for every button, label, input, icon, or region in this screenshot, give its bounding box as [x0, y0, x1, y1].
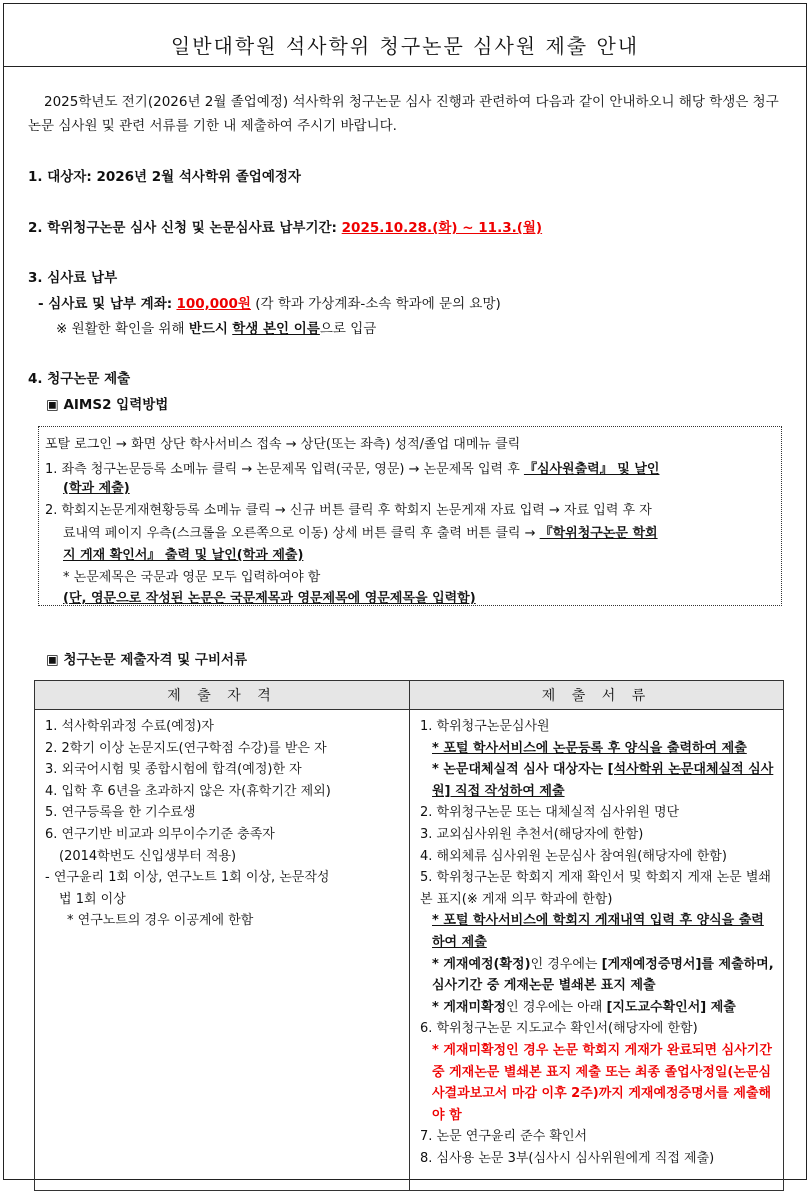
- section-2-label: 2. 학위청구논문 심사 신청 및 논문심사료 납부기간:: [28, 220, 337, 236]
- requirements-table: [34, 680, 784, 1191]
- doc-item: 3. 교외심사위원 추천서(해당자에 한함): [420, 826, 644, 842]
- page-title: 일반대학원 석사학위 청구논문 심사원 제출 안내: [170, 34, 640, 58]
- section-2-period: [28, 216, 542, 236]
- qual-item: 법 1회 이상: [59, 891, 126, 907]
- doc-item: 1. 학위청구논문심사원: [420, 719, 550, 734]
- section-3-heading: 3. 심사료 납부: [28, 270, 118, 286]
- fee-amount: 100,000원: [176, 296, 251, 312]
- deposit-note: [56, 317, 376, 337]
- doc-sub-item-b: [석사학위 논문대체실적 심사원] 직접 작성하여 제출: [432, 762, 774, 799]
- documents-cell: [410, 710, 784, 1191]
- box-line-1c: (학과 제출): [63, 481, 130, 496]
- deposit-note-name: 학생 본인 이름: [232, 321, 320, 337]
- col-header-qualification: 제 출 자 격: [35, 681, 410, 710]
- doc-sub-item: [420, 759, 775, 802]
- doc-item: 5. 학위청구논문 학회지 게재 확인서 및 학회지 게재 논문 별쇄본 표지(※ 게재 의무 학과에 한함): [420, 870, 771, 907]
- box-line-2b-row: [63, 522, 658, 541]
- title-box: [4, 4, 806, 67]
- qual-item: 5. 연구등록을 한 기수료생: [45, 805, 196, 821]
- period-dates: 2025.10.28.(화) ~ 11.3.(월): [341, 220, 543, 236]
- doc-sub-item-b: 인 경우에는: [530, 956, 598, 972]
- fee-label: - 심사료 및 납부 계좌:: [38, 296, 173, 312]
- table-heading: ▣ 청구논문 제출자격 및 구비서류: [46, 652, 248, 668]
- deposit-note-suffix: 으로 입금: [319, 321, 377, 337]
- doc-item: 8. 심사용 논문 3부(심사시 심사위원에게 직접 제출): [420, 1150, 715, 1166]
- box-line-1: [45, 458, 659, 477]
- doc-sub-item: * 포털 학사서비스에 학회지 게재내역 입력 후 양식을 출력하여 제출: [432, 913, 764, 950]
- box-line-2b: 료내역 페이지 우측(스크롤을 오른쪽으로 이동) 상세 버튼 클릭 후 출력 버튼 클릭 →: [63, 526, 536, 541]
- doc-sub-item: * 포털 학사서비스에 논문등록 후 양식을 출력하여 제출: [432, 740, 747, 756]
- qual-item: (2014학번도 신입생부터 적용): [59, 848, 237, 864]
- intro-paragraph: 2025학년도 전기(2026년 2월 졸업예정) 석사학위 청구논문 심사 진행과 관련하여 다음과 같이 안내하오니 해당 학생은 청구논문 심사원 및 관련 서류를 기한 내 제출하여 주시기 바랍니다.: [28, 94, 779, 134]
- doc-item: 2. 학위청구논문 또는 대체실적 심사위원 명단: [420, 805, 680, 821]
- qual-item: 1. 석사학위과정 수료(예정)자: [45, 719, 214, 734]
- doc-item: 6. 학위청구논문 지도교수 확인서(해당자에 한함): [420, 1021, 698, 1037]
- col-header-documents: 제 출 서 류: [410, 681, 784, 710]
- box-line-4: (단, 영문으로 작성된 논문은 국문제목과 영문제목에 영문제목을 입력함): [63, 591, 476, 606]
- qual-item: 4. 입학 후 6년을 초과하지 않은 자(휴학기간 제외): [45, 783, 331, 799]
- doc-sub-item-c: [게재예정증명서]를 제출하며, 심사기간 중 게재논문 별쇄본 표지 제출: [432, 956, 774, 994]
- doc-sub-item-b: 인 경우에는 아래: [506, 999, 603, 1015]
- aims-instructions-box: [38, 426, 782, 606]
- fee-line: [38, 292, 501, 312]
- box-line-2a: 2. 학회지논문게재현황등록 소메뉴 클릭 → 신규 버튼 클릭 후 학회지 논문게재 자료 입력 → 자료 입력 후 자: [45, 503, 652, 518]
- doc-sub-item: [420, 954, 775, 997]
- document-page: [3, 3, 807, 1180]
- section-4-heading: 4. 청구논문 제출: [28, 371, 131, 387]
- box-line-2d: 지 게재 확인서』 출력 및 날인(학과 제출): [63, 548, 304, 563]
- qual-item: * 연구노트의 경우 이공계에 한함: [67, 913, 254, 929]
- doc-sub-item: [420, 997, 775, 1019]
- doc-sub-item-c: [지도교수확인서] 제출: [606, 999, 736, 1015]
- doc-sub-item-a: * 게재예정(확정): [432, 956, 531, 972]
- box-line-0: 포탈 로그인 → 화면 상단 학사서비스 접속 → 상단(또는 좌측) 성적/졸업 대메뉴 클릭: [45, 437, 521, 452]
- doc-sub-item-a: * 논문대체실적 심사 대상자는: [432, 762, 604, 778]
- deposit-note-bold: 반드시: [188, 321, 228, 337]
- fee-note: (각 학과 가상계좌-소속 학과에 문의 요망): [255, 296, 501, 312]
- qual-item: 6. 연구기반 비교과 의무이수기준 충족자: [45, 826, 275, 842]
- box-line-1b: 『심사원출력』 및 날인: [523, 462, 660, 477]
- qual-item: 2. 2학기 이상 논문지도(연구학점 수강)를 받은 자: [45, 740, 327, 756]
- qual-item: 3. 외국어시험 및 종합시험에 합격(예정)한 자: [45, 762, 302, 778]
- doc-item: 4. 해외체류 심사위원 논문심사 참여원(해당자에 한함): [420, 848, 727, 864]
- qualifications-cell: [35, 710, 410, 1191]
- doc-sub-item-warning: * 게재미확정인 경우 논문 학회지 게재가 완료되면 심사기간 중 게재논문 별쇄본 표지 제출 또는 최종 졸업사정일(논문심사결과보고서 마감 이후 2주)까지 게재예정증명서를 제출해야 함: [432, 1042, 772, 1123]
- deposit-note-prefix: ※ 원활한 확인을 위해: [56, 321, 185, 337]
- box-line-2c: 『학위청구논문 학회: [539, 526, 658, 541]
- box-line-3: * 논문제목은 국문과 영문 모두 입력하여야 함: [63, 570, 321, 585]
- qual-item: - 연구윤리 1회 이상, 연구노트 1회 이상, 논문작성: [45, 870, 330, 886]
- doc-item: 7. 논문 연구윤리 준수 확인서: [420, 1129, 588, 1145]
- section-1-target: 1. 대상자: 2026년 2월 석사학위 졸업예정자: [28, 169, 301, 185]
- box-line-1a: 1. 좌측 청구논문등록 소메뉴 클릭 → 논문제목 입력(국문, 영문) → 논문제목 입력 후: [45, 462, 520, 477]
- doc-sub-item-a: * 게재미확정: [432, 999, 507, 1015]
- aims-heading: ▣ AIMS2 입력방법: [46, 397, 169, 413]
